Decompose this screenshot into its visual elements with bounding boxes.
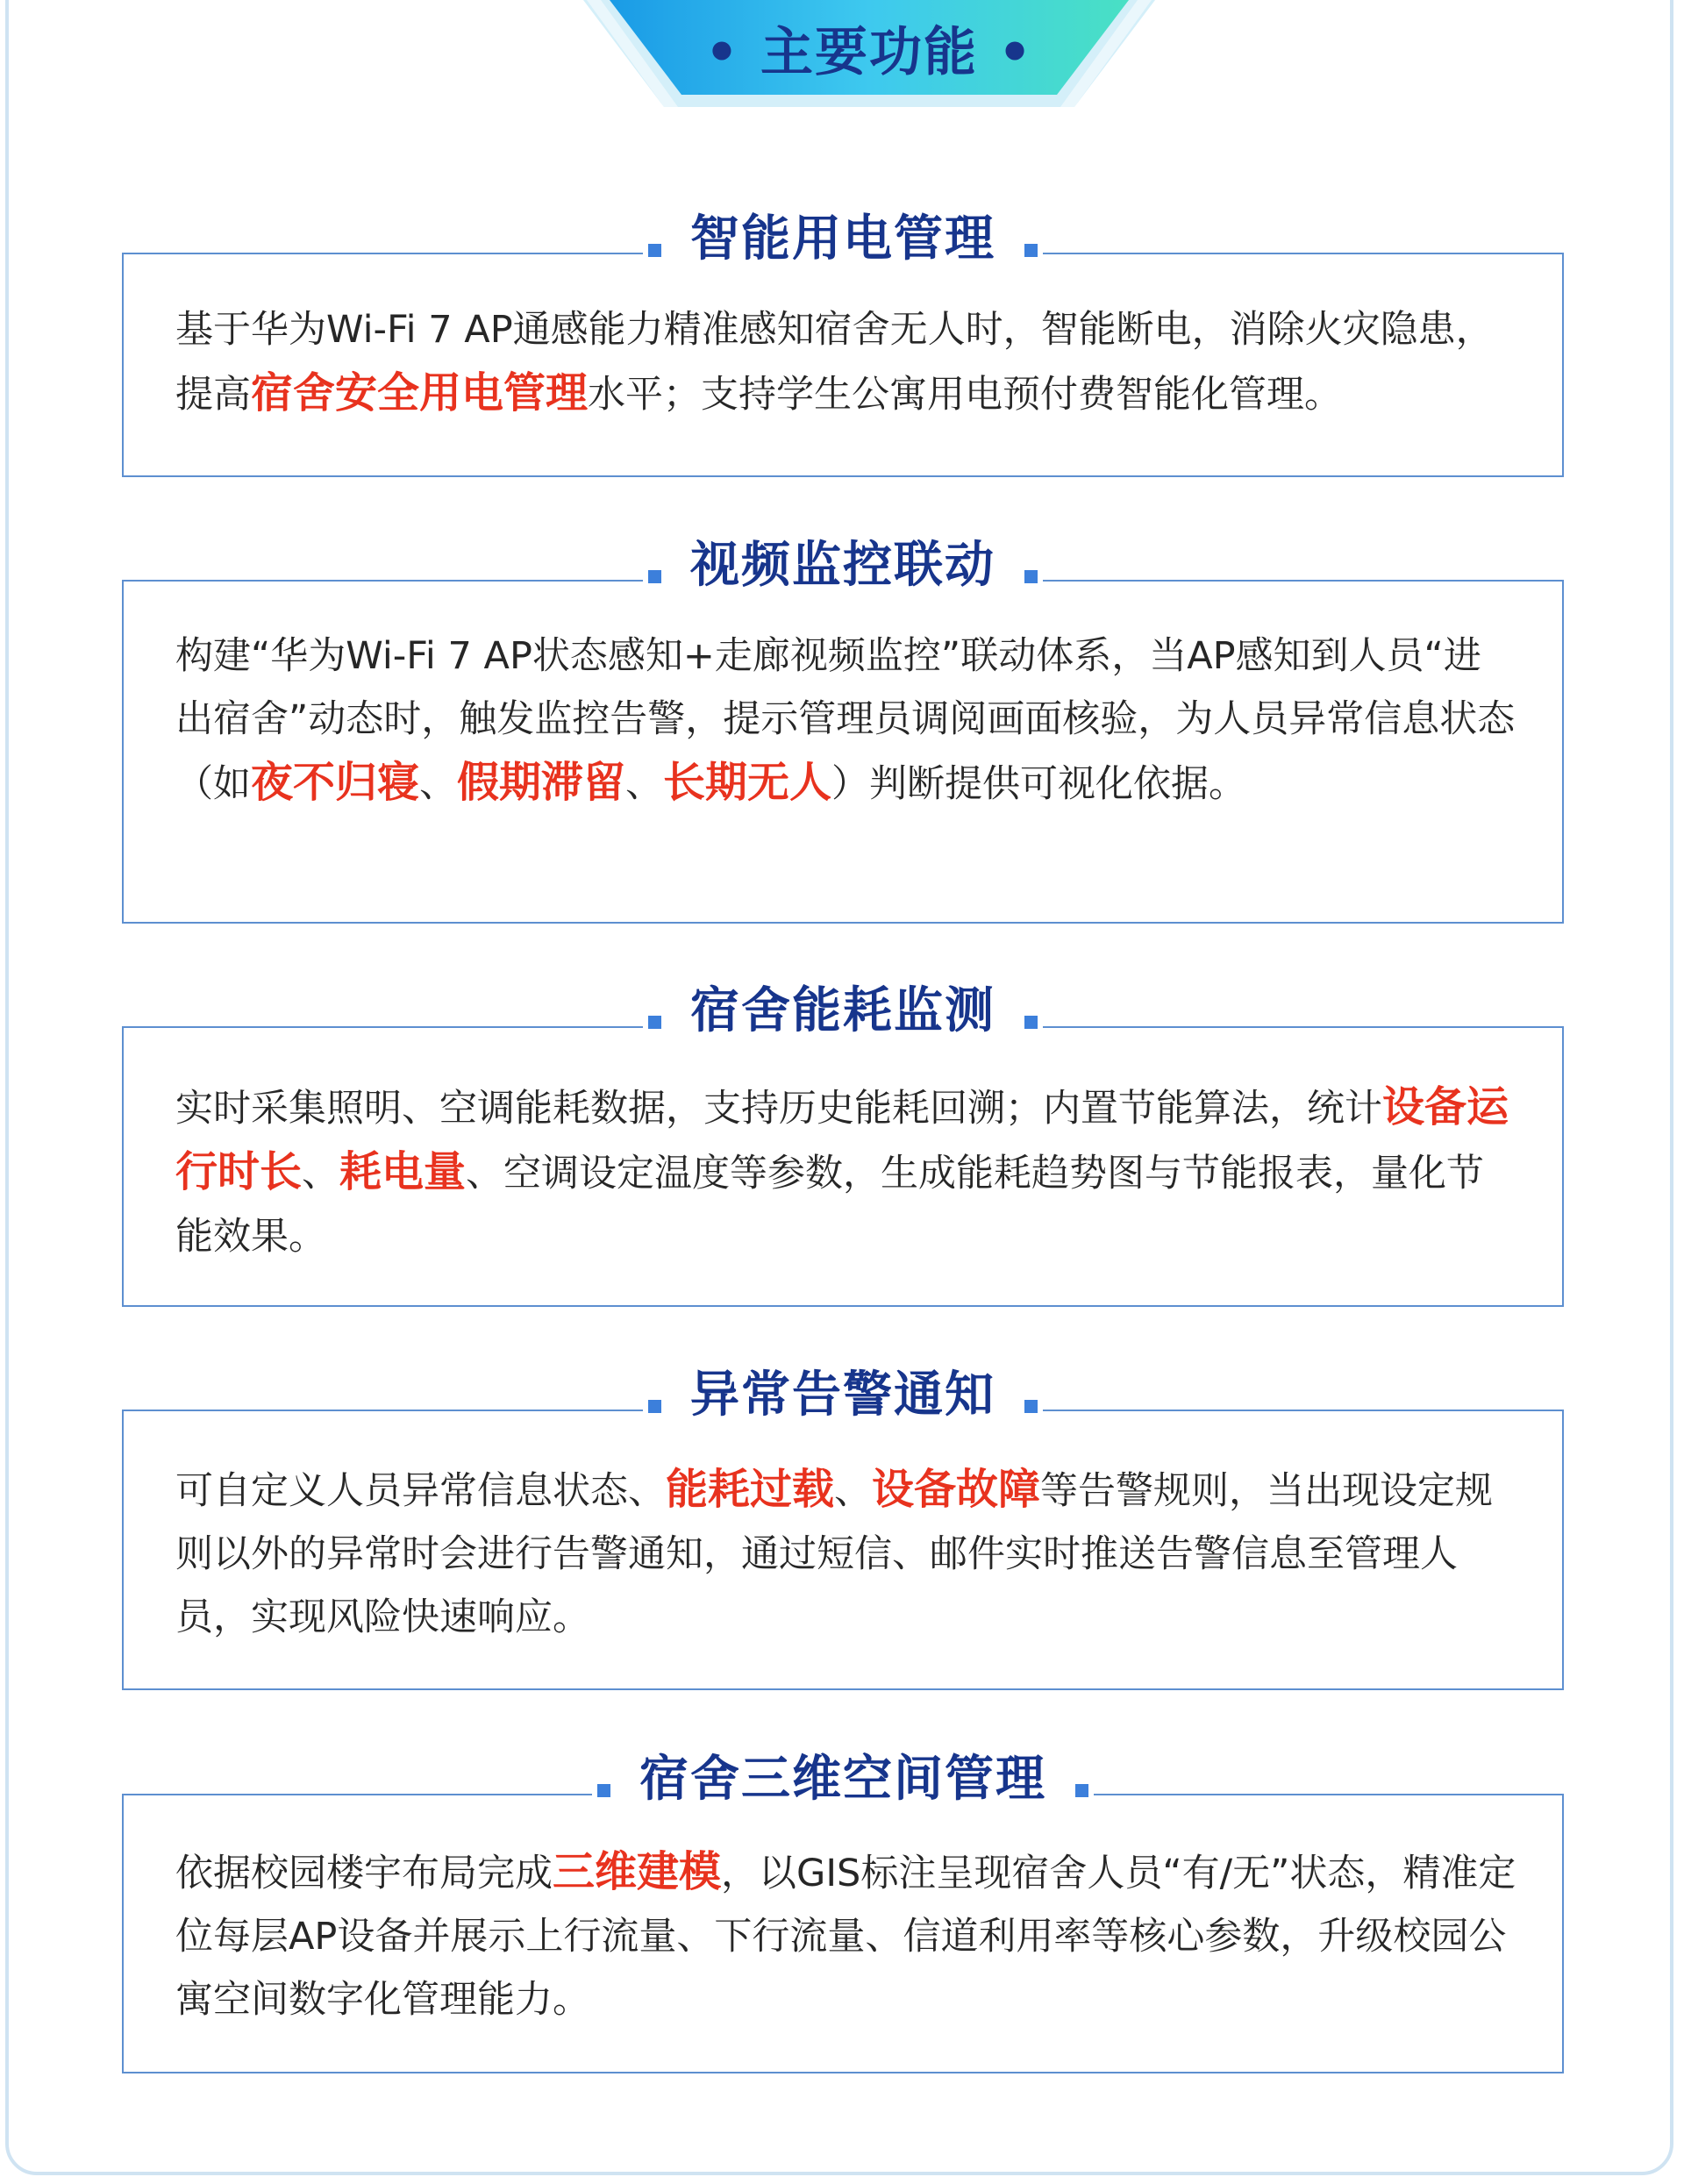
square-bullet-icon bbox=[597, 1784, 610, 1797]
section-title: 宿舍三维空间管理 bbox=[639, 1751, 1046, 1808]
section-title-wrap bbox=[643, 200, 1043, 279]
square-bullet-icon bbox=[648, 1016, 661, 1029]
highlight-text: 设备故障 bbox=[872, 1465, 1041, 1514]
section-header bbox=[122, 1740, 1564, 1819]
body-text-run: 等告警规则，当出现设定规则以外的异常时会进行告警通知，通过短信、邮件实时推送告警信息至管理人员，实现风险快速响应。 bbox=[175, 1469, 1494, 1639]
body-text-run: 实时采集照明、空调能耗数据，支持历史能耗回溯；内置节能算法，统计 bbox=[175, 1087, 1382, 1131]
section-title: 智能用电管理 bbox=[690, 211, 995, 268]
section-body bbox=[175, 1458, 1517, 1649]
section-title-wrap bbox=[643, 1356, 1043, 1435]
section-body bbox=[175, 1075, 1517, 1268]
section-body bbox=[175, 298, 1517, 426]
section-header bbox=[122, 972, 1564, 1051]
section-title: 异常告警通知 bbox=[690, 1367, 995, 1424]
body-text-run: 可自定义人员异常信息状态、 bbox=[175, 1469, 666, 1513]
body-text-run: 、 bbox=[302, 1152, 340, 1195]
body-text-run: 构建“华为Wi-Fi 7 AP状态感知+走廊视频监控”联动体系，当AP感知到人员“进出宿舍”动态时，触发监控告警，提示管理员调阅画面核验，为人员异常信息状态（如 bbox=[175, 634, 1516, 806]
highlight-text: 假期滞留 bbox=[457, 758, 626, 807]
section-header bbox=[122, 526, 1564, 605]
section-title-wrap bbox=[592, 1740, 1094, 1819]
section-title-wrap bbox=[643, 526, 1043, 605]
banner-title: • 主要功能 • bbox=[704, 22, 1034, 83]
body-text-run: ）判断提供可视化依据。 bbox=[831, 762, 1247, 806]
highlight-text: 设备运行时长 bbox=[175, 1082, 1509, 1196]
highlight-text: 夜不归寝 bbox=[251, 758, 420, 807]
body-text-run: ，以GIS标注呈现宿舍人员“有/无”状态，精准定位每层AP设备并展示上行流量、下行流量、信道利用率等核心参数，升级校园公寓空间数字化管理能力。 bbox=[175, 1852, 1516, 2022]
square-bullet-icon bbox=[1024, 570, 1038, 583]
section-body bbox=[175, 625, 1517, 816]
square-bullet-icon bbox=[1024, 1400, 1038, 1413]
highlight-text: 三维建模 bbox=[553, 1847, 722, 1896]
highlight-text: 耗电量 bbox=[339, 1147, 467, 1196]
highlight-text: 能耗过载 bbox=[666, 1465, 835, 1514]
section-title: 视频监控联动 bbox=[690, 537, 995, 594]
square-bullet-icon bbox=[1075, 1784, 1088, 1797]
square-bullet-icon bbox=[648, 244, 661, 257]
section-title: 宿舍能耗监测 bbox=[690, 982, 995, 1039]
body-text-run: 、 bbox=[419, 762, 458, 806]
body-text-run: 依据校园楼宇布局完成 bbox=[175, 1852, 553, 1895]
section-header bbox=[122, 1356, 1564, 1435]
square-bullet-icon bbox=[648, 1400, 661, 1413]
section-title-wrap bbox=[643, 972, 1043, 1051]
highlight-text: 长期无人 bbox=[663, 758, 832, 807]
square-bullet-icon bbox=[1024, 1016, 1038, 1029]
body-text-run: 基于华为Wi-Fi 7 AP通感能力精准感知宿舍无人时，智能断电，消除火灾隐患，提高 bbox=[175, 308, 1494, 417]
body-text-run: 、 bbox=[834, 1469, 873, 1513]
highlight-text: 宿舍安全用电管理 bbox=[251, 368, 589, 418]
square-bullet-icon bbox=[1024, 244, 1038, 257]
section-body bbox=[175, 1840, 1517, 2031]
body-text-run: 、空调设定温度等参数，生成能耗趋势图与节能报表，量化节能效果。 bbox=[175, 1152, 1485, 1259]
square-bullet-icon bbox=[648, 570, 661, 583]
header-banner bbox=[583, 0, 1155, 111]
body-text-run: 、 bbox=[625, 762, 664, 806]
section-header bbox=[122, 200, 1564, 279]
body-text-run: 水平；支持学生公寓用电预付费智能化管理。 bbox=[588, 373, 1343, 417]
